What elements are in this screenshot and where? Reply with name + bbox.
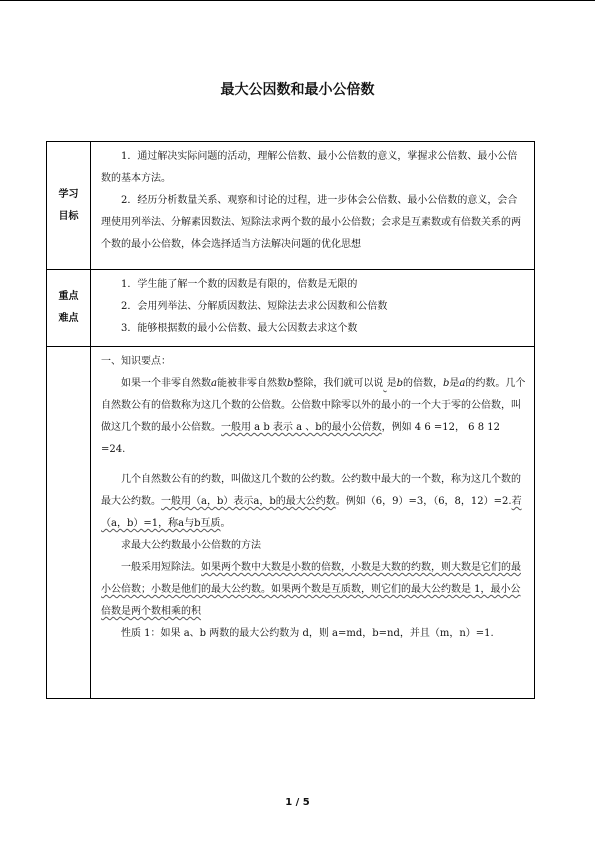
knowledge-paragraph-3: 求最大公约数最小公倍数的方法 (121, 540, 261, 551)
knowledge-paragraph-5: 性质 1：如果 a、b 两数的最大公约数为 d，则 a=md，b=nd，并且（m，n）=1. (121, 628, 494, 639)
page-title: 最大公因数和最小公倍数 (220, 82, 375, 98)
keypoint-3: 3．能够根据数的最小公倍数、最大公因数去求这个数 (121, 323, 358, 334)
knowledge-row (47, 347, 535, 699)
objectives-label-line2: 目标 (58, 210, 79, 222)
keypoint-1: 1．学生能了解一个数的因数是有限的，倍数是无限的 (121, 279, 358, 290)
knowledge-paragraph-2: 几个自然数公有的约数，叫做这几个数的公约数。公约数中最大的一个数，称为这几个数的最大公约数。一般用（a，b）表示a，b的最大公约数。例如（6，9）=3，（6，8，12）=2.若（a，b）=1，称a与b互质。 (101, 474, 522, 529)
objectives-content (91, 142, 535, 270)
knowledge-paragraph-1: 如果一个非零自然数a能被非零自然数b整除，我们就可以说 是b的倍数，b是a的约数。几个自然数公有的倍数称为这几个数的公倍数。公倍数中除零以外的最小的一个大于零的公倍数，叫做这几个数的最小公倍数。一般用 a b 表示 a 、b的最小公倍数，例如 4 6 =12， 6 8 12 =24. (101, 378, 526, 455)
keypoints-label-line2: 难点 (58, 313, 79, 324)
objective-1: 1．通过解决实际问题的活动，理解公倍数、最小公倍数的意义，掌握求公倍数、最小公倍数的基本方法。 (101, 151, 518, 184)
knowledge-label (47, 347, 91, 699)
knowledge-paragraph-4: 一般采用短除法。如果两个数中大数是小数的倍数，小数是大数的约数，则大数是它们的最小公倍数；小数是他们的最大公约数。如果两个数是互质数，则它们的最大公约数是 1，最小公倍数是两个数相乘的积 (101, 562, 521, 617)
objectives-label-line1: 学习 (58, 188, 79, 200)
keypoints-row (47, 270, 535, 347)
short-division-rule: 如果两个数中大数是小数的倍数，小数是大数的约数，则大数是它们的最小公倍数；小数是他们的最大公约数。如果两个数是互质数，则它们的最大公约数是 1，最小公倍数是两个数相乘的积 (101, 562, 521, 617)
page-number: 1 / 5 (285, 797, 310, 808)
keypoint-2: 2．会用列举法、分解质因数法、短除法去求公因数和公倍数 (121, 301, 388, 312)
objectives-label (47, 142, 91, 270)
knowledge-heading: 一、知识要点： (101, 356, 171, 367)
objective-2: 2．经历分析数量关系、观察和讨论的过程，进一步体会公倍数、最小公倍数的意义，会合理使用列举法、分解素因数法、短除法求两个数的最小公倍数；会求是互素数或有倍数关系的两个数的最小公倍数，体会选择适当方法解决问题的优化思想 (101, 195, 521, 250)
knowledge-content (91, 347, 535, 699)
coprime-note: 若（a，b）=1，称a与b互质 (101, 496, 522, 529)
keypoints-content (91, 270, 535, 347)
header-rule (0, 0, 595, 1)
lcm-notation-note: 一般用 a b 表示 a 、b的最小公倍数 (221, 422, 382, 433)
lesson-plan-table (46, 141, 535, 699)
keypoints-label (47, 270, 91, 347)
keypoints-label-line1: 重点 (58, 291, 79, 302)
objectives-row (47, 142, 535, 270)
gcd-notation-note: 一般用（a，b）表示a，b的最大公约数 (161, 496, 336, 507)
